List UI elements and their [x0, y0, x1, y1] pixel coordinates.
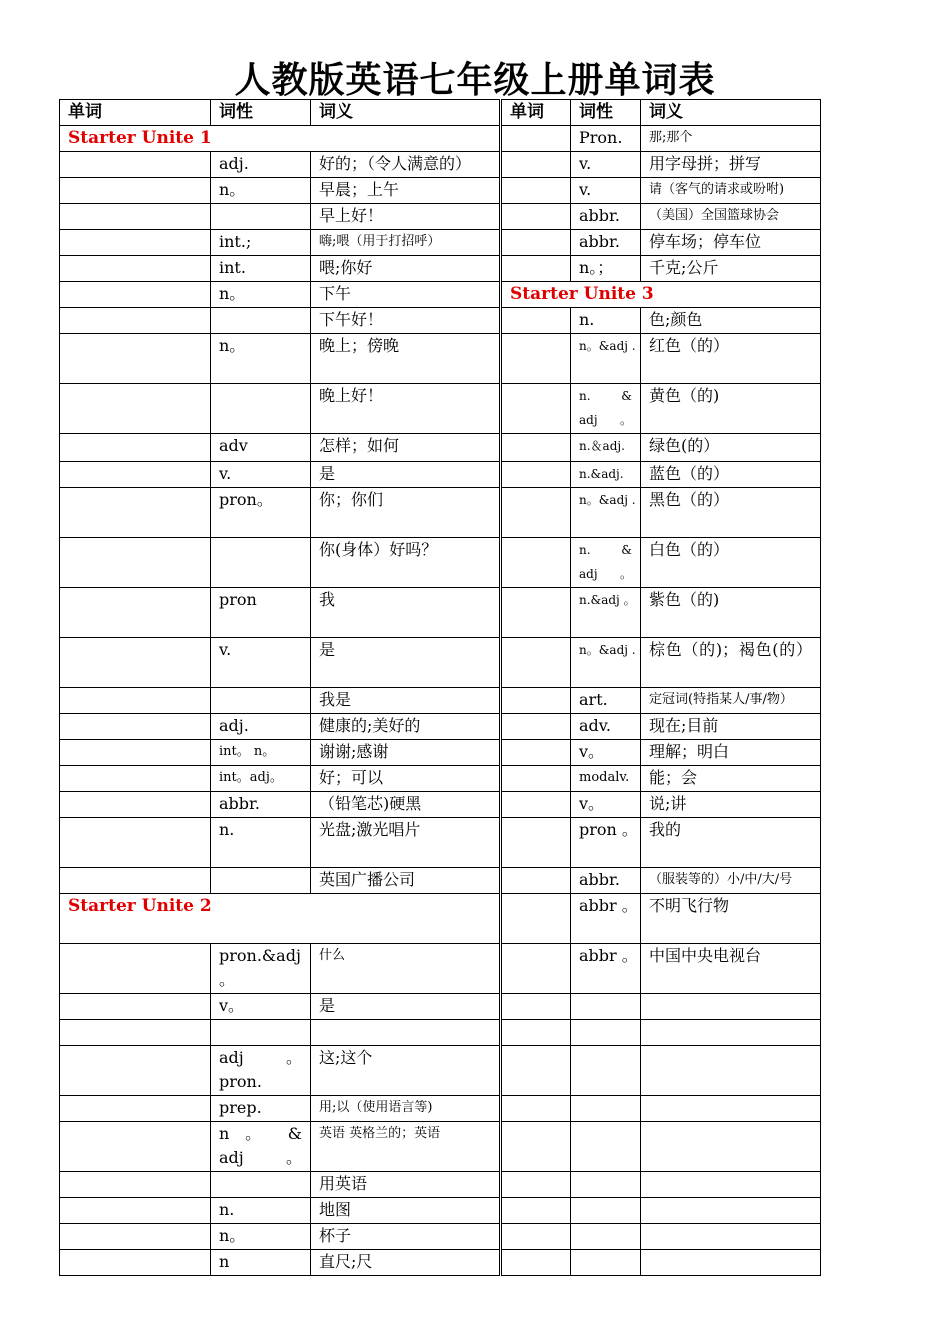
word-cell	[60, 538, 211, 588]
table-row	[60, 282, 821, 308]
meaning-cell: 是	[311, 638, 501, 688]
word-cell	[501, 1198, 571, 1224]
table-row	[60, 1250, 821, 1276]
pos-cell: n.＆adj.	[571, 434, 641, 462]
pos-cell: int.;	[211, 230, 311, 256]
word-cell	[501, 308, 571, 334]
meaning-cell: 好；可以	[311, 766, 501, 792]
word-cell	[501, 334, 571, 384]
meaning-cell: 你；你们	[311, 488, 501, 538]
pos-cell: adj 。 pron.	[211, 1046, 311, 1096]
meaning-cell	[641, 1096, 821, 1122]
pos-cell: n。	[211, 178, 311, 204]
pos-cell: n。	[211, 1224, 311, 1250]
word-cell	[60, 766, 211, 792]
meaning-cell: 健康的;美好的	[311, 714, 501, 740]
table-row	[60, 230, 821, 256]
meaning-cell: 千克;公斤	[641, 256, 821, 282]
meaning-cell: 不明飞行物	[641, 894, 821, 944]
word-cell	[501, 462, 571, 488]
pos-cell: abbr.	[571, 204, 641, 230]
pos-cell: n.	[211, 818, 311, 868]
meaning-cell	[641, 1224, 821, 1250]
meaning-cell: 停车场；停车位	[641, 230, 821, 256]
pos-cell: Pron.	[571, 126, 641, 152]
word-cell	[60, 1224, 211, 1250]
word-cell	[501, 1250, 571, 1276]
word-cell	[501, 740, 571, 766]
table-row	[60, 1096, 821, 1122]
word-cell	[501, 256, 571, 282]
pos-cell: n. & adj。	[571, 384, 641, 434]
meaning-cell: 用;以（使用语言等)	[311, 1096, 501, 1122]
word-cell	[501, 1224, 571, 1250]
meaning-cell: 定冠词(特指某人/事/物）	[641, 688, 821, 714]
meaning-cell: 谢谢;感谢	[311, 740, 501, 766]
meaning-cell: （铅笔芯)硬黑	[311, 792, 501, 818]
table-row	[60, 688, 821, 714]
meaning-cell: 是	[311, 462, 501, 488]
pos-cell: int。adj。	[211, 766, 311, 792]
table-row	[60, 204, 821, 230]
meaning-cell: 我是	[311, 688, 501, 714]
pos-cell	[571, 1096, 641, 1122]
pos-cell	[211, 868, 311, 894]
table-row	[60, 818, 821, 868]
word-cell	[60, 462, 211, 488]
word-cell	[60, 714, 211, 740]
meaning-cell: 早上好！	[311, 204, 501, 230]
pos-cell: pron 。	[571, 818, 641, 868]
word-cell	[501, 792, 571, 818]
table-row	[60, 334, 821, 384]
meaning-cell: 光盘;激光唱片	[311, 818, 501, 868]
pos-cell: n。&adj .	[571, 488, 641, 538]
meaning-cell	[641, 1122, 821, 1172]
word-cell	[501, 152, 571, 178]
meaning-cell: 地图	[311, 1198, 501, 1224]
pos-cell: abbr.	[571, 230, 641, 256]
table-row	[60, 256, 821, 282]
meaning-cell: 绿色(的）	[641, 434, 821, 462]
table-row	[60, 384, 821, 434]
pos-cell: n. & adj。	[571, 538, 641, 588]
word-cell	[60, 204, 211, 230]
pos-cell: n	[211, 1250, 311, 1276]
meaning-cell: 请（客气的请求或吩咐)	[641, 178, 821, 204]
table-row	[60, 462, 821, 488]
meaning-cell	[641, 1198, 821, 1224]
section-title: Starter Unite 2	[60, 894, 501, 944]
meaning-cell: 早晨；上午	[311, 178, 501, 204]
word-cell	[60, 1172, 211, 1198]
meaning-cell: （服装等的）小/中/大/号	[641, 868, 821, 894]
header-meaning: 词义	[641, 100, 821, 126]
meaning-cell: 英语 英格兰的；英语	[311, 1122, 501, 1172]
word-cell	[60, 1198, 211, 1224]
pos-cell: n.	[211, 1198, 311, 1224]
word-cell	[60, 1046, 211, 1096]
table-row	[60, 538, 821, 588]
word-cell	[501, 944, 571, 994]
meaning-cell: 红色（的）	[641, 334, 821, 384]
word-cell	[60, 868, 211, 894]
header-row	[60, 100, 821, 126]
pos-cell: modalv.	[571, 766, 641, 792]
word-cell	[60, 1122, 211, 1172]
word-cell	[60, 434, 211, 462]
pos-cell: v.	[211, 638, 311, 688]
pos-cell: n。；	[571, 256, 641, 282]
word-cell	[60, 282, 211, 308]
meaning-cell	[641, 1250, 821, 1276]
table-row	[60, 1020, 821, 1046]
word-cell	[501, 538, 571, 588]
meaning-cell: 黄色（的)	[641, 384, 821, 434]
word-cell	[501, 384, 571, 434]
section-title: Starter Unite 1	[60, 126, 501, 152]
meaning-cell	[311, 1020, 501, 1046]
word-cell	[60, 944, 211, 994]
pos-cell: prep.	[211, 1096, 311, 1122]
table-row	[60, 1172, 821, 1198]
table-row	[60, 1224, 821, 1250]
table-row	[60, 1046, 821, 1096]
pos-cell: n.&adj 。	[571, 588, 641, 638]
header-word: 单词	[501, 100, 571, 126]
meaning-cell: 能；会	[641, 766, 821, 792]
table-row	[60, 588, 821, 638]
meaning-cell: 黑色（的）	[641, 488, 821, 538]
word-cell	[501, 434, 571, 462]
pos-cell: abbr.	[211, 792, 311, 818]
word-cell	[501, 1172, 571, 1198]
pos-cell: int。 n。	[211, 740, 311, 766]
meaning-cell: 色;颜色	[641, 308, 821, 334]
meaning-cell	[641, 1172, 821, 1198]
word-cell	[60, 1250, 211, 1276]
header-pos: 词性	[571, 100, 641, 126]
pos-cell: pron.&adj 。	[211, 944, 311, 994]
meaning-cell: 理解；明白	[641, 740, 821, 766]
meaning-cell: 这;这个	[311, 1046, 501, 1096]
word-cell	[501, 588, 571, 638]
pos-cell: adv	[211, 434, 311, 462]
word-cell	[60, 638, 211, 688]
meaning-cell: 那;那个	[641, 126, 821, 152]
word-cell	[501, 894, 571, 944]
pos-cell: abbr 。	[571, 894, 641, 944]
header-word: 单词	[60, 100, 211, 126]
section-title: Starter Unite 3	[501, 282, 821, 308]
table-row	[60, 1122, 821, 1172]
pos-cell: v。	[571, 740, 641, 766]
word-cell	[501, 126, 571, 152]
pos-cell	[571, 1198, 641, 1224]
word-cell	[501, 1020, 571, 1046]
pos-cell	[211, 204, 311, 230]
pos-cell: v.	[211, 462, 311, 488]
pos-cell	[211, 1172, 311, 1198]
pos-cell	[211, 538, 311, 588]
word-cell	[501, 818, 571, 868]
pos-cell	[571, 1020, 641, 1046]
pos-cell: art.	[571, 688, 641, 714]
table-row	[60, 894, 821, 944]
pos-cell: n 。 & adj。	[211, 1122, 311, 1172]
pos-cell	[211, 384, 311, 434]
pos-cell: n.	[571, 308, 641, 334]
meaning-cell: 直尺;尺	[311, 1250, 501, 1276]
table-row	[60, 994, 821, 1020]
meaning-cell: 下午好！	[311, 308, 501, 334]
pos-cell	[211, 1020, 311, 1046]
pos-cell: int.	[211, 256, 311, 282]
pos-cell: adj.	[211, 714, 311, 740]
word-cell	[60, 384, 211, 434]
pos-cell: n。&adj .	[571, 638, 641, 688]
word-cell	[501, 1122, 571, 1172]
pos-cell: n。&adj .	[571, 334, 641, 384]
pos-cell	[571, 994, 641, 1020]
word-cell	[501, 766, 571, 792]
meaning-cell: 我	[311, 588, 501, 638]
word-cell	[60, 588, 211, 638]
table-row	[60, 126, 821, 152]
word-cell	[60, 152, 211, 178]
meaning-cell: 紫色（的)	[641, 588, 821, 638]
table-row	[60, 638, 821, 688]
word-cell	[501, 714, 571, 740]
table-row	[60, 1198, 821, 1224]
meaning-cell: 好的；（令人满意的）	[311, 152, 501, 178]
meaning-cell: 蓝色（的）	[641, 462, 821, 488]
word-cell	[501, 204, 571, 230]
meaning-cell: 用字母拼；拼写	[641, 152, 821, 178]
vocabulary-table	[59, 99, 820, 1276]
pos-cell	[211, 688, 311, 714]
word-cell	[60, 1020, 211, 1046]
pos-cell: v.	[571, 178, 641, 204]
meaning-cell: 什么	[311, 944, 501, 994]
word-cell	[60, 688, 211, 714]
pos-cell: adj.	[211, 152, 311, 178]
word-cell	[501, 1046, 571, 1096]
word-cell	[501, 994, 571, 1020]
pos-cell	[211, 308, 311, 334]
meaning-cell: 我的	[641, 818, 821, 868]
word-cell	[60, 740, 211, 766]
meaning-cell: 杯子	[311, 1224, 501, 1250]
word-cell	[501, 638, 571, 688]
header-pos: 词性	[211, 100, 311, 126]
pos-cell: abbr.	[571, 868, 641, 894]
word-cell	[60, 230, 211, 256]
meaning-cell: 棕色（的)；褐色(的）	[641, 638, 821, 688]
meaning-cell: 嗨;喂（用于打招呼）	[311, 230, 501, 256]
table-row	[60, 792, 821, 818]
meaning-cell: 白色（的）	[641, 538, 821, 588]
table-row	[60, 434, 821, 462]
word-cell	[501, 178, 571, 204]
table-row	[60, 178, 821, 204]
word-cell	[501, 488, 571, 538]
word-cell	[60, 308, 211, 334]
word-cell	[60, 792, 211, 818]
word-cell	[60, 1096, 211, 1122]
pos-cell	[571, 1224, 641, 1250]
page-title: 人教版英语七年级上册单词表	[234, 60, 716, 101]
meaning-cell: 英国广播公司	[311, 868, 501, 894]
pos-cell	[571, 1046, 641, 1096]
meaning-cell: 晚上好！	[311, 384, 501, 434]
word-cell	[501, 1096, 571, 1122]
pos-cell: n。	[211, 282, 311, 308]
word-cell	[501, 688, 571, 714]
meaning-cell	[641, 1020, 821, 1046]
word-cell	[501, 230, 571, 256]
table-row	[60, 740, 821, 766]
pos-cell: n。	[211, 334, 311, 384]
meaning-cell: 中国中央电视台	[641, 944, 821, 994]
word-cell	[60, 488, 211, 538]
table-row	[60, 308, 821, 334]
meaning-cell: 下午	[311, 282, 501, 308]
word-cell	[60, 178, 211, 204]
word-cell	[60, 256, 211, 282]
meaning-cell: 是	[311, 994, 501, 1020]
meaning-cell	[641, 994, 821, 1020]
meaning-cell: 你(身体）好吗？	[311, 538, 501, 588]
table-row	[60, 152, 821, 178]
meaning-cell: 用英语	[311, 1172, 501, 1198]
table-row	[60, 766, 821, 792]
pos-cell: adv.	[571, 714, 641, 740]
pos-cell: n.&adj.	[571, 462, 641, 488]
word-cell	[60, 994, 211, 1020]
pos-cell: abbr 。	[571, 944, 641, 994]
meaning-cell: 喂;你好	[311, 256, 501, 282]
table-row	[60, 488, 821, 538]
pos-cell: pron	[211, 588, 311, 638]
pos-cell	[571, 1122, 641, 1172]
meaning-cell: 晚上；傍晚	[311, 334, 501, 384]
meaning-cell: （美国）全国篮球协会	[641, 204, 821, 230]
pos-cell: v。	[571, 792, 641, 818]
table-row	[60, 944, 821, 994]
word-cell	[60, 334, 211, 384]
pos-cell: v。	[211, 994, 311, 1020]
header-meaning: 词义	[311, 100, 501, 126]
meaning-cell: 说;讲	[641, 792, 821, 818]
pos-cell	[571, 1172, 641, 1198]
table-row	[60, 714, 821, 740]
pos-cell: v.	[571, 152, 641, 178]
meaning-cell: 现在;目前	[641, 714, 821, 740]
pos-cell	[571, 1250, 641, 1276]
meaning-cell	[641, 1046, 821, 1096]
word-cell	[501, 868, 571, 894]
table-row	[60, 868, 821, 894]
word-cell	[60, 818, 211, 868]
meaning-cell: 怎样；如何	[311, 434, 501, 462]
pos-cell: pron。	[211, 488, 311, 538]
